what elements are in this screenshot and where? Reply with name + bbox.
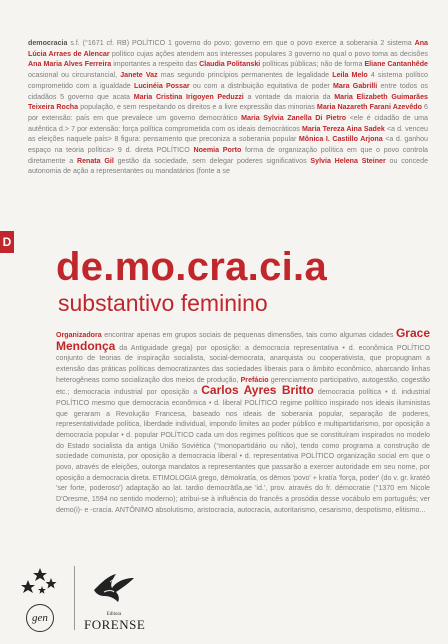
organizer-label: Organizadora [56,331,102,339]
author-name: Maria Sylvia Zanella Di Pietro [241,113,347,122]
book-title: de.mo.cra.ci.a [56,245,327,289]
organizer-name: Grace Mendonça [56,326,430,353]
author-name: Claudia Politanski [199,60,261,69]
publisher-small-label: Editora [106,612,122,617]
entry-text: encontrar apenas em grupos sociais de pequenas dimensões, tais como algumas cidades [101,331,396,339]
entry-text: ou concede autonomia de ação a representantes ou mandatários (fonte a se [28,156,429,176]
author-name: Maria Cristina Irigoyen Peduzzi [133,92,244,101]
author-name: Janete Vaz [120,71,158,80]
author-name: Mônica I. Castillo Arjona [298,135,383,144]
author-name: Renata Gil [76,156,114,165]
entry-text: gestão da sociedade, sem delegar poderes significativos [113,156,311,165]
entry-text: <a d. ganhou espaço na teoria política> 9 d. direta POLÍTICO [28,135,428,155]
entry-text: <a d. venceu as eleições naquele país> 8 figura: pensamento que preconiza a soberania popular [28,124,428,144]
logo-divider [74,566,75,630]
entry-text: s.f. (°1671 cf. RB) POLÍTICO 1 governo do povo; governo em que o povo exerce a soberania 2 sistema [67,39,415,47]
entry-text: gerenciamento participativo, autogestão, cogestão etc.; democracia industrial por oposição a [56,375,430,397]
entry-text: importantes a respeito das [111,60,200,69]
forense-bird-logo [88,568,138,608]
dictionary-entry-bottom [56,328,430,515]
entry-text: população, e sem respeitando os direitos e a livre expressão das minorias [78,103,317,112]
entry-text: 6 por extensão: país em que prevalece um governo democrático [28,103,428,122]
entry-text: político cujas ações atendem aos interesses populares 3 governo no qual o povo toma as decisões [109,49,428,58]
author-name: Eliane Cantanhêde [364,60,428,69]
entry-text: forma de organização política em que o povo controla diretamente a [28,146,429,165]
author-name: Mara Gabrilli [333,81,378,90]
author-name: Lucinéia Possar [133,81,190,90]
entry-text: entre todos os cidadãos 5 governo que acata [28,81,428,101]
entry-text: 4 sistema político comprometido com a igualdade [28,71,428,90]
author-name: Ana Lúcia Arraes de Alencar [28,39,428,58]
author-name: Maria Elizabeth Guimarães Teixeira Rocha [28,92,428,112]
letter-tab-d: D [0,231,14,253]
book-subtitle: substantivo feminino [58,290,268,316]
entry-text: da Antiguidade grega) por oposição: a democracia representativa • d. econômica POLÍTICO conjunto de teorias de inspiração socialista, social-democrata, anarquista ou cooperativista, que propugnam a extensão das práticas políticas democratizantes das sociedades liberais para o âmbito econômico, abarcando linhas heterogêneas como socialização dos meios de produção, [56,343,430,384]
preface-label: Prefácio [240,375,269,384]
author-name: Sylvia Helena Steiner [310,156,386,165]
author-name: Maria Nazareth Farani Azevêdo [316,103,422,112]
author-name: Leila Melo [332,71,368,80]
entry-text: democracia política • d. industrial POLÍTICO mesmo que democracia econômica • d. liberal POLÍTICO regime político inspirado nos ideais iluministas que geraram a Revolução Francesa, baseado nos ideais de soberania popular, separação de poderes, representatividade política, liberdade individual, impondo limites ao poder público e multipartidarismo, por oposição a democracia popular • d. popular POLÍTICO cada um dos regimes políticos que se constituíram inspirados no modelo do Estado socialista da antiga União Soviética (°monopartidário ou não), tendo como programa a construção de sociedade comunista, por oposição a democracia liberal • d. representativa POLÍTICO organização social em que o povo, através de eleições, outorga mandatos a representantes que passarão a exercer autoridade em seu nome, por oposição a democracia direta. ETIMOLOGIA grego, dēmokratía, os dēmos 'povo' + kratía 'força, poder' (do v. gr. kratéō 'ser forte, poderoso') adaptação ao lat. tardio democrātĭa,ae 'id.', prov. através do fr. démocratie (°1370 em Nicole D'Oresme, 1594 no sentido moderno); atribui-se à influência do francês a prosódia desse vocábulo em português; ver demo(i)- e -cracia. ANTÔNIMO absolutismo, aristocracia, autocracia, autoritarismo, cesarismo, despotismo, elitismo... [56,388,430,514]
publisher-name: FORENSE [84,617,146,632]
preface-author-name: Carlos Ayres Britto [201,383,314,398]
author-name: Noemia Porto [193,146,242,155]
entry-text: <ele é cidadão de uma autêntica d.> 7 por extensão: força política comprometida com os ideais democráticos [28,113,428,133]
gen-logo-mark: gen [26,604,54,632]
entry-text: ou com a distribuição equitativa de poder [189,81,334,90]
entry-headword: democracia [28,39,68,47]
dictionary-entry-top [28,38,428,177]
author-name: Ana Maria Alves Ferreira [28,60,112,69]
gen-stars-logo [20,566,60,606]
entry-text: a vontade da maioria da [243,92,335,101]
entry-text: mas segundo princípios permanentes de legalidade [157,71,333,80]
author-name: Maria Tereza Aina Sadek [301,124,385,133]
entry-text: ocasional ou circunstancial, [28,71,121,80]
entry-text: políticas públicas; não de forma [260,60,365,69]
